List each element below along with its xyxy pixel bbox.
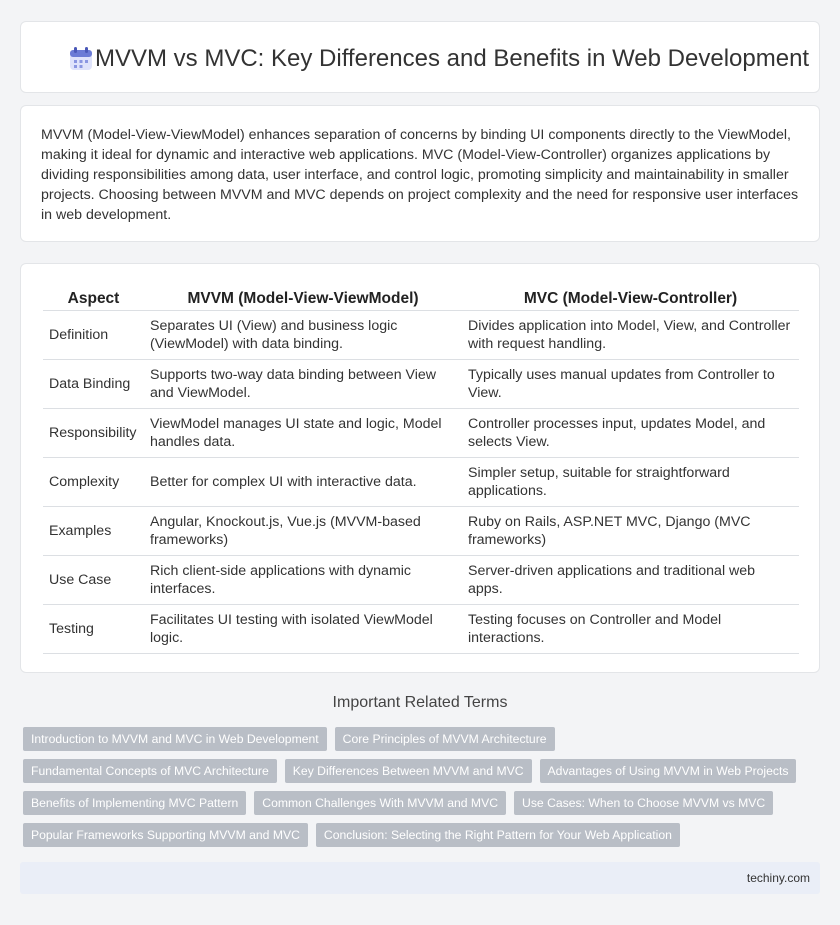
cell-mvvm: Supports two-way data binding between View and ViewModel. xyxy=(144,359,462,408)
table-row xyxy=(43,604,799,653)
cell-mvvm: Rich client-side applications with dynamic interfaces. xyxy=(144,555,462,604)
related-term-link[interactable]: Conclusion: Selecting the Right Pattern for Your Web Application xyxy=(316,823,680,847)
cell-mvc: Testing focuses on Controller and Model interactions. xyxy=(462,604,799,653)
cell-aspect: Use Case xyxy=(43,555,144,604)
table-header-row xyxy=(43,288,799,310)
footer-site-link[interactable]: techiny.com xyxy=(746,871,810,885)
table-row xyxy=(43,310,799,359)
calendar-icon xyxy=(68,46,94,72)
cell-aspect: Examples xyxy=(43,506,144,555)
page-title: MVVM vs MVC: Key Differences and Benefits in Web Development xyxy=(95,45,810,72)
cell-aspect: Responsibility xyxy=(43,408,144,457)
cell-mvc: Controller processes input, updates Model, and selects View. xyxy=(462,408,799,457)
cell-aspect: Data Binding xyxy=(43,359,144,408)
cell-mvvm: ViewModel manages UI state and logic, Model handles data. xyxy=(144,408,462,457)
cell-mvvm: Angular, Knockout.js, Vue.js (MVVM-based frameworks) xyxy=(144,506,462,555)
related-terms-list xyxy=(23,727,813,847)
related-term-link[interactable]: Introduction to MVVM and MVC in Web Development xyxy=(23,727,327,751)
comparison-table xyxy=(43,288,799,654)
related-term-link[interactable]: Use Cases: When to Choose MVVM vs MVC xyxy=(514,791,773,815)
cell-mvc: Ruby on Rails, ASP.NET MVC, Django (MVC frameworks) xyxy=(462,506,799,555)
related-term-link[interactable]: Advantages of Using MVVM in Web Projects xyxy=(540,759,797,783)
cell-mvvm: Facilitates UI testing with isolated ViewModel logic. xyxy=(144,604,462,653)
table-row xyxy=(43,457,799,506)
cell-mvvm: Separates UI (View) and business logic (ViewModel) with data binding. xyxy=(144,310,462,359)
related-term-link[interactable]: Core Principles of MVVM Architecture xyxy=(335,727,555,751)
table-row xyxy=(43,408,799,457)
intro-card xyxy=(20,105,820,242)
related-terms-title: Important Related Terms xyxy=(332,694,508,711)
related-term-link[interactable]: Key Differences Between MVVM and MVC xyxy=(285,759,532,783)
cell-aspect: Definition xyxy=(43,310,144,359)
cell-mvc: Divides application into Model, View, and Controller with request handling. xyxy=(462,310,799,359)
footer xyxy=(20,862,820,894)
table-row xyxy=(43,506,799,555)
table-row xyxy=(43,359,799,408)
cell-mvc: Simpler setup, suitable for straightforward applications. xyxy=(462,457,799,506)
header-aspect: Aspect xyxy=(43,288,144,310)
cell-aspect: Complexity xyxy=(43,457,144,506)
intro-paragraph: MVVM (Model-View-ViewModel) enhances separation of concerns by binding UI components directly to the ViewModel, making it ideal for dynamic and interactive web applications. MVC (Model-View-Controller) organizes applications by dividing responsibilities among data, user interface, and control logic, promoting simplicity and maintainability in smaller projects. Choosing between MVVM and MVC depends on project complexity and the need for responsive user interfaces in web development. xyxy=(41,127,799,223)
related-term-link[interactable]: Fundamental Concepts of MVC Architecture xyxy=(23,759,277,783)
cell-mvc: Typically uses manual updates from Controller to View. xyxy=(462,359,799,408)
related-term-link[interactable]: Popular Frameworks Supporting MVVM and MVC xyxy=(23,823,308,847)
related-term-link[interactable]: Benefits of Implementing MVC Pattern xyxy=(23,791,246,815)
cell-mvc: Server-driven applications and traditional web apps. xyxy=(462,555,799,604)
cell-aspect: Testing xyxy=(43,604,144,653)
cell-mvvm: Better for complex UI with interactive data. xyxy=(144,457,462,506)
related-term-link[interactable]: Common Challenges With MVVM and MVC xyxy=(254,791,506,815)
header-mvc: MVC (Model-View-Controller) xyxy=(462,288,799,310)
table-row xyxy=(43,555,799,604)
comparison-card xyxy=(20,263,820,673)
header-mvvm: MVVM (Model-View-ViewModel) xyxy=(144,288,462,310)
